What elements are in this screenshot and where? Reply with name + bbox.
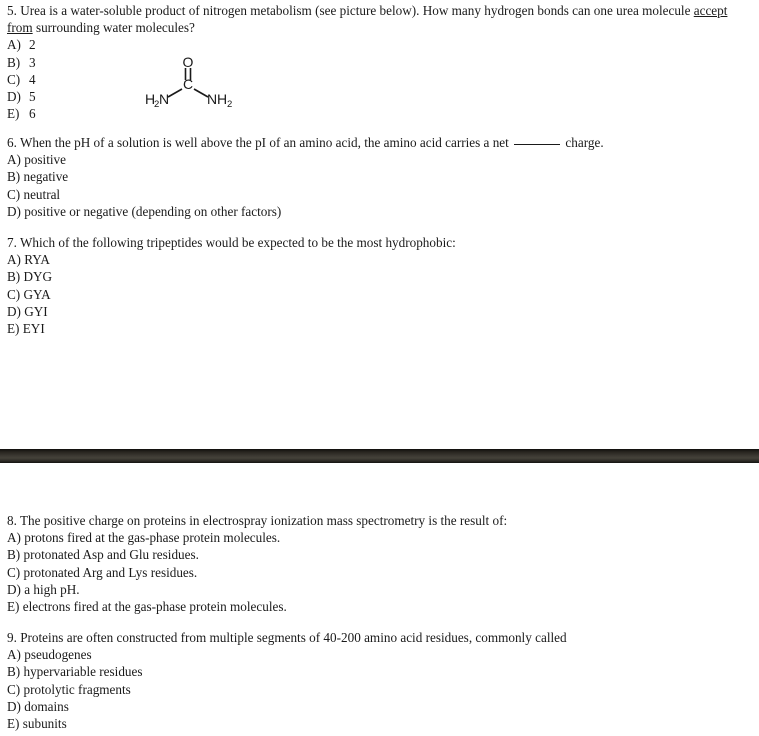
option-text: 2 xyxy=(29,37,36,53)
option-text: a high pH. xyxy=(24,581,80,597)
option-label: E) xyxy=(7,321,20,337)
question-7-option-c[interactable] xyxy=(7,286,755,303)
question-5-option-e[interactable] xyxy=(7,105,755,122)
option-label: B) xyxy=(7,664,21,680)
question-8-block xyxy=(7,512,755,615)
option-label: B) xyxy=(7,547,21,563)
question-6-block xyxy=(7,134,755,220)
question-5-option-c[interactable] xyxy=(7,71,755,88)
option-label: C) xyxy=(7,564,21,580)
amine-left-n-label: N xyxy=(159,91,170,107)
amine-left-h-label: H xyxy=(145,91,156,107)
question-7-option-d[interactable] xyxy=(7,303,755,320)
question-6-stem-part1: 6. When the pH of a solution is well above the pI of an amino acid, the amino acid carries a net xyxy=(7,135,513,150)
option-text: hypervariable residues xyxy=(23,664,143,680)
option-text: positive xyxy=(24,152,66,168)
option-text: 5 xyxy=(29,89,36,105)
option-label: D) xyxy=(7,581,21,597)
option-text: RYA xyxy=(24,252,50,268)
question-6-stem-part2: charge. xyxy=(562,135,604,150)
option-text: GYA xyxy=(23,286,51,302)
option-label: E) xyxy=(7,106,20,122)
option-label: A) xyxy=(7,37,21,53)
question-5-block xyxy=(7,2,755,122)
option-label: B) xyxy=(7,269,21,285)
option-text: electrons fired at the gas-phase protein molecules. xyxy=(22,599,287,615)
question-7-option-b[interactable] xyxy=(7,268,755,285)
option-label: B) xyxy=(7,54,21,70)
option-label: A) xyxy=(7,647,21,663)
question-5-stem-part2: surrounding water molecules? xyxy=(32,20,195,36)
option-label: B) xyxy=(7,169,21,185)
question-6-option-c[interactable] xyxy=(7,186,755,203)
option-label: D) xyxy=(7,698,21,714)
amine-right-n-label: N xyxy=(207,91,218,107)
question-9-option-a[interactable] xyxy=(7,646,755,663)
option-text: protons fired at the gas-phase protein molecules. xyxy=(24,530,281,546)
question-8-option-c[interactable] xyxy=(7,564,755,581)
question-7-option-e[interactable] xyxy=(7,320,755,337)
question-6-blank xyxy=(514,144,560,145)
question-5-option-b[interactable] xyxy=(7,54,755,71)
amine-left-subscript: 2 xyxy=(154,99,160,110)
question-5-option-d[interactable] xyxy=(7,88,755,105)
question-6-option-a[interactable] xyxy=(7,151,755,168)
bond-c-n-right xyxy=(194,89,208,97)
question-9-block xyxy=(7,629,755,732)
option-text: GYI xyxy=(24,303,48,319)
question-9-option-b[interactable] xyxy=(7,663,755,680)
question-9-stem: 9. Proteins are often constructed from multiple segments of 40-200 amino acid residues, commonly called xyxy=(7,630,567,645)
question-6-stem xyxy=(7,134,755,151)
question-5-stem-part1: 5. Urea is a water-soluble product of nitrogen metabolism (see picture below). How many hydrogen bonds can one urea molecule xyxy=(7,3,694,18)
option-text: protonated Asp and Glu residues. xyxy=(23,547,199,563)
option-text: 3 xyxy=(29,54,36,70)
option-text: negative xyxy=(23,169,69,185)
option-text: positive or negative (depending on other factors) xyxy=(24,203,282,219)
question-5-stem xyxy=(7,2,755,36)
scanned-page-bottom xyxy=(0,463,759,736)
question-5-stem-underlined: accept from xyxy=(7,3,728,36)
option-label: E) xyxy=(7,599,20,615)
option-label: D) xyxy=(7,203,21,219)
oxygen-atom-label: O xyxy=(182,56,194,70)
option-label: C) xyxy=(7,286,21,302)
question-8-stem: 8. The positive charge on proteins in electrospray ionization mass spectrometry is the result of: xyxy=(7,513,508,528)
option-label: E) xyxy=(7,716,20,732)
bond-c-n-left xyxy=(168,89,182,97)
option-label: C) xyxy=(7,681,21,697)
option-text: 4 xyxy=(29,71,36,87)
question-8-option-e[interactable] xyxy=(7,598,755,615)
option-text: protonated Arg and Lys residues. xyxy=(23,564,198,580)
option-text: EYI xyxy=(22,321,45,337)
question-8-option-b[interactable] xyxy=(7,546,755,563)
question-8-option-a[interactable] xyxy=(7,529,755,546)
option-label: A) xyxy=(7,530,21,546)
amine-right-subscript: 2 xyxy=(227,99,233,110)
question-9-option-e[interactable] xyxy=(7,715,755,732)
option-text: 6 xyxy=(29,106,36,122)
option-text: subunits xyxy=(22,716,67,732)
question-9-option-d[interactable] xyxy=(7,698,755,715)
option-label: D) xyxy=(7,303,21,319)
page-separator-band xyxy=(0,449,759,463)
urea-structure-figure xyxy=(143,56,243,110)
question-7-block xyxy=(7,234,755,337)
option-label: D) xyxy=(7,89,21,105)
option-text: neutral xyxy=(23,186,61,202)
option-label: C) xyxy=(7,71,21,87)
option-text: domains xyxy=(24,698,69,714)
question-6-option-d[interactable] xyxy=(7,203,755,220)
question-6-option-b[interactable] xyxy=(7,168,755,185)
question-8-option-d[interactable] xyxy=(7,581,755,598)
option-label: C) xyxy=(7,186,21,202)
carbon-atom-label: C xyxy=(182,76,194,92)
option-label: A) xyxy=(7,152,21,168)
question-9-option-c[interactable] xyxy=(7,681,755,698)
question-7-stem: 7. Which of the following tripeptides would be expected to be the most hydrophobic: xyxy=(7,235,456,250)
option-text: pseudogenes xyxy=(24,647,92,663)
option-text: protolytic fragments xyxy=(23,681,131,697)
question-5-option-a[interactable] xyxy=(7,36,755,53)
option-label: A) xyxy=(7,252,21,268)
question-7-option-a[interactable] xyxy=(7,251,755,268)
option-text: DYG xyxy=(23,269,53,285)
amine-right-h-label: H xyxy=(217,91,228,107)
